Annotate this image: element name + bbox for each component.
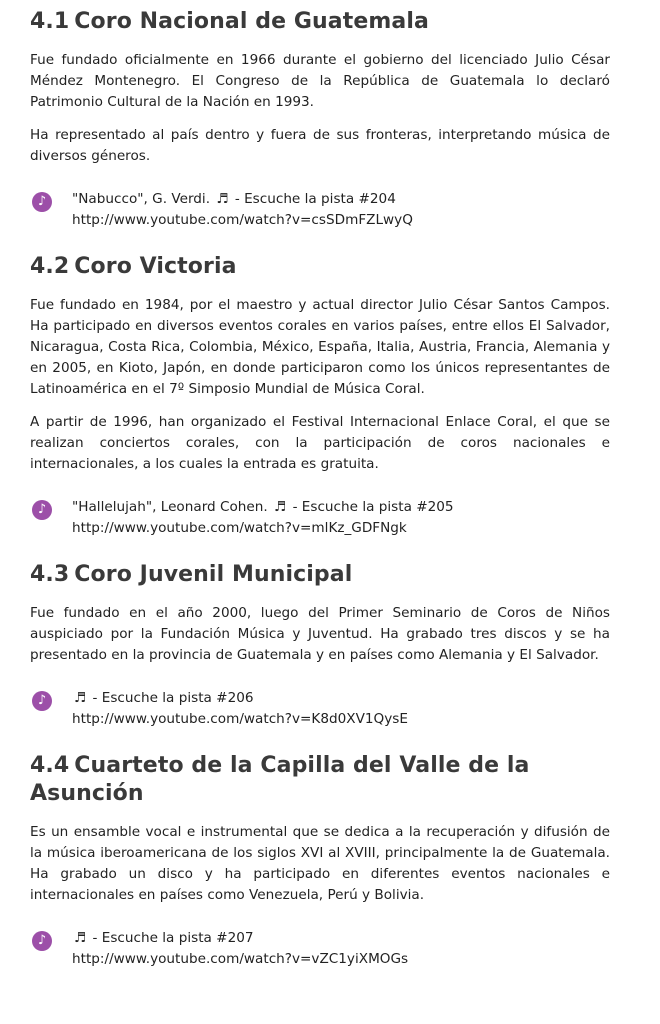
section-number: 4.3 (30, 562, 70, 587)
audio-reference (30, 928, 610, 970)
section-number: 4.1 (30, 9, 70, 34)
section-title-text: Cuarteto de la Capilla del Valle de la Asunción (30, 753, 530, 806)
music-note-icon: ♪ (32, 691, 52, 711)
section-number: 4.2 (30, 254, 70, 279)
section-heading (30, 253, 610, 281)
audio-track-label: - Escuche la pista #207 (92, 930, 254, 946)
audio-reference (30, 497, 610, 539)
audio-url-link[interactable]: http://www.youtube.com/watch?v=K8d0XV1QysE (72, 711, 408, 727)
paragraph: Fue fundado oficialmente en 1966 durante el gobierno del licenciado Julio César Méndez Montenegro. El Congreso de la República de Guatemala lo declaró Patrimonio Cultural de la Nación en 1993. (30, 52, 610, 110)
audio-work: "Hallelujah", Leonard Cohen. (72, 499, 268, 515)
section-heading (30, 561, 610, 589)
audio-work: "Nabucco", G. Verdi. (72, 191, 211, 207)
section-heading (30, 8, 610, 36)
audio-track-label: - Escuche la pista #205 (292, 499, 454, 515)
music-note-icon: ♪ (32, 192, 52, 212)
track-glyph-icon: ♬ (216, 191, 229, 207)
section-coro-victoria (30, 253, 610, 539)
audio-track-line (72, 928, 610, 949)
section-coro-nacional (30, 8, 610, 231)
audio-reference (30, 189, 610, 231)
section-title-text: Coro Juvenil Municipal (74, 562, 353, 587)
music-note-icon: ♪ (32, 500, 52, 520)
section-cuarteto-capilla (30, 752, 610, 970)
track-glyph-icon: ♬ (74, 690, 87, 706)
paragraph: Ha representado al país dentro y fuera de sus fronteras, interpretando música de diversos géneros. (30, 127, 610, 164)
section-heading (30, 752, 610, 808)
audio-url-link[interactable]: http://www.youtube.com/watch?v=mlKz_GDFNgk (72, 520, 407, 536)
audio-track-line (72, 497, 610, 518)
track-glyph-icon: ♬ (74, 930, 87, 946)
paragraph: Fue fundado en el año 2000, luego del Primer Seminario de Coros de Niños auspiciado por la Fundación Música y Juventud. Ha grabado tres discos y se ha presentado en la provincia de Guatemala y en países como Alemania y El Salvador. (30, 605, 610, 663)
paragraph: Fue fundado en 1984, por el maestro y actual director Julio César Santos Campos. Ha participado en diversos eventos corales en varios países, entre ellos El Salvador, Nicaragua, Costa Rica, Colombia, México, España, Italia, Austria, Francia, Alemania y en 2005, en Kioto, Japón, en donde participaron como los únicos representantes de Latinoamérica en el 7º Simposio Mundial de Música Coral. (30, 297, 610, 397)
track-glyph-icon: ♬ (274, 499, 287, 515)
audio-reference (30, 688, 610, 730)
music-note-icon: ♪ (32, 931, 52, 951)
audio-track-label: - Escuche la pista #204 (234, 191, 396, 207)
section-number: 4.4 (30, 753, 70, 778)
audio-url-link[interactable]: http://www.youtube.com/watch?v=csSDmFZLwyQ (72, 212, 413, 228)
audio-track-line (72, 189, 610, 210)
audio-track-label: - Escuche la pista #206 (92, 690, 254, 706)
audio-track-line (72, 688, 610, 709)
section-title-text: Coro Nacional de Guatemala (74, 9, 429, 34)
section-title-text: Coro Victoria (74, 254, 237, 279)
paragraph: A partir de 1996, han organizado el Festival Internacional Enlace Coral, el que se realizan conciertos corales, con la participación de coros nacionales e internacionales, a los cuales la entrada es gratuita. (30, 414, 610, 472)
audio-url-link[interactable]: http://www.youtube.com/watch?v=vZC1yiXMOGs (72, 951, 409, 967)
section-coro-juvenil (30, 561, 610, 730)
paragraph: Es un ensamble vocal e instrumental que se dedica a la recuperación y difusión de la música iberoamericana de los siglos XVI al XVIII, principalmente la de Guatemala. Ha grabado un disco y ha participado en diferentes eventos nacionales e internacionales en países como Venezuela, Perú y Bolivia. (30, 824, 610, 903)
